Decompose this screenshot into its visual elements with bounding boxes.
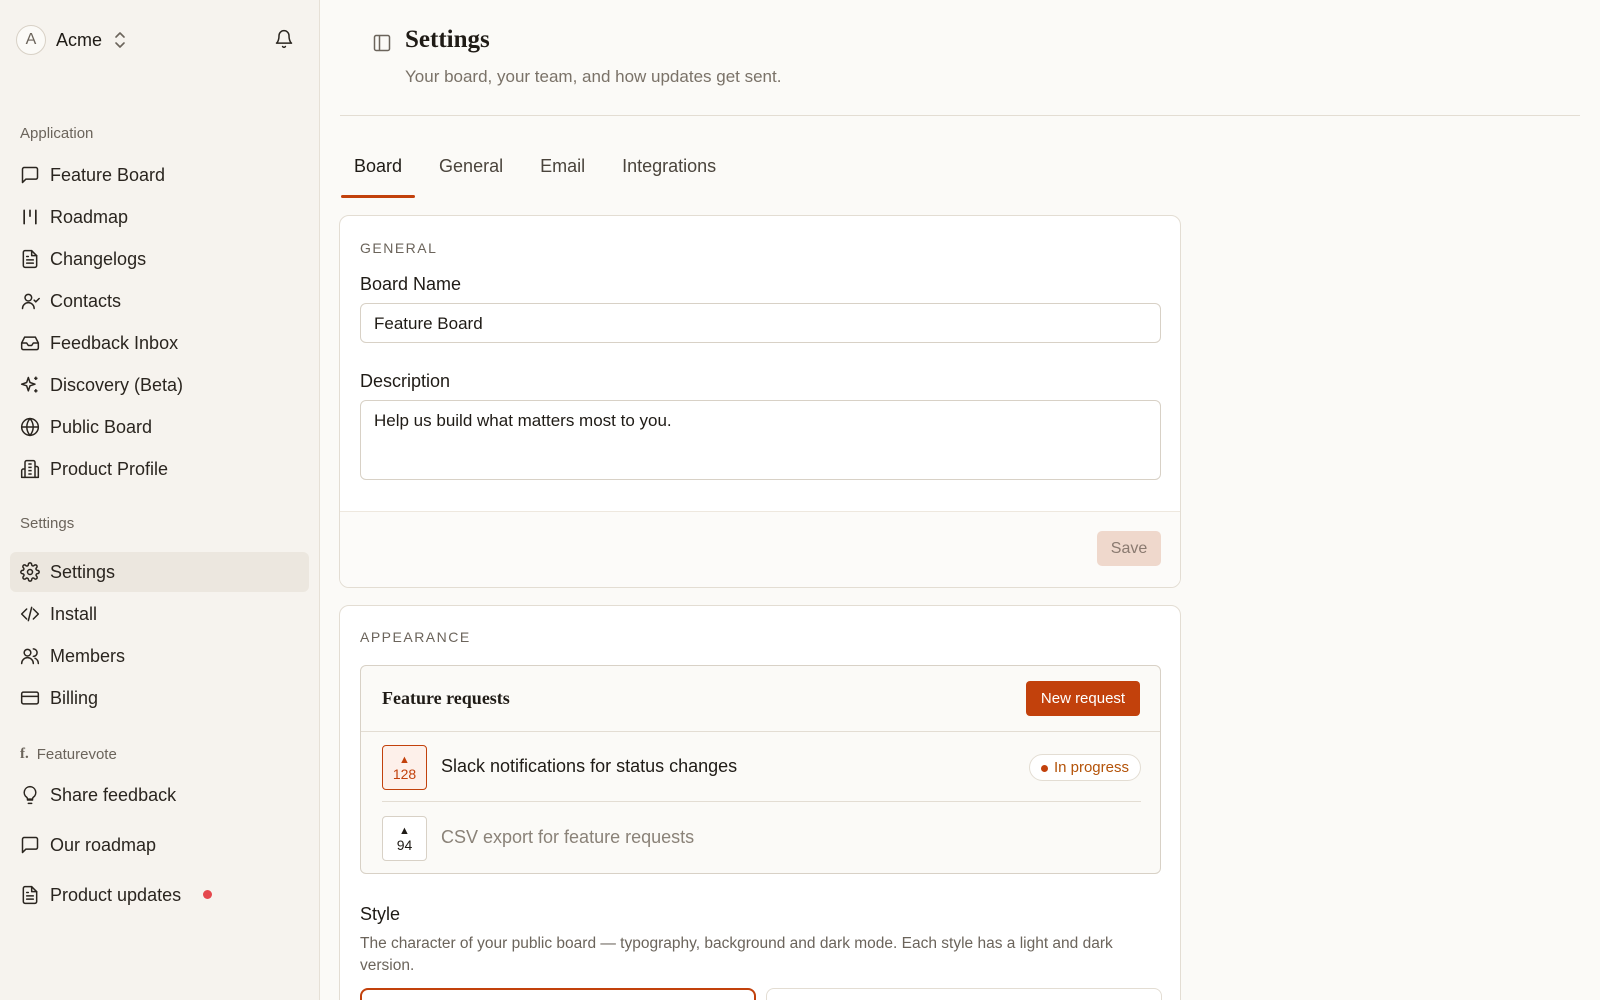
sidebar-item-discovery[interactable] — [10, 365, 309, 405]
message-square-icon — [20, 165, 40, 185]
sidebar-item-our-roadmap[interactable] — [10, 825, 309, 865]
sidebar-item-settings[interactable] — [10, 552, 309, 592]
user-icon — [20, 291, 40, 311]
status-badge: In progress — [1029, 754, 1141, 781]
notification-dot — [203, 890, 212, 899]
workspace-avatar: A — [16, 25, 46, 55]
preview-title: Feature requests — [382, 688, 510, 708]
board-name-input[interactable]: Feature Board — [360, 303, 1161, 343]
board-preview — [360, 665, 1161, 874]
upvote-button[interactable] — [382, 816, 427, 861]
sidebar-item-feedback-inbox[interactable] — [10, 323, 309, 363]
card-footer — [340, 511, 1180, 588]
sidebar-item-product-updates[interactable] — [10, 875, 309, 915]
sidebar-item-label: Public Board — [50, 416, 153, 437]
roadmap-icon — [20, 207, 40, 227]
sidebar-item-contacts[interactable] — [10, 281, 309, 321]
sidebar-item-label: Product Profile — [50, 458, 169, 479]
section-label-general: GENERAL — [360, 240, 438, 256]
sidebar-item-label: Install — [50, 603, 98, 624]
file-text-icon — [20, 249, 40, 269]
file-text-icon — [20, 885, 40, 905]
save-button[interactable]: Save — [1097, 531, 1161, 566]
workspace-switcher[interactable] — [16, 25, 128, 55]
code-icon — [20, 604, 40, 624]
tab-integrations[interactable]: Integrations — [622, 156, 717, 176]
new-request-button[interactable]: New request — [1026, 681, 1140, 716]
users-icon — [20, 646, 40, 666]
message-square-icon — [20, 835, 40, 855]
building-icon — [20, 459, 40, 479]
sidebar-item-label: Discovery (Beta) — [50, 374, 184, 395]
chevron-up-down-icon — [112, 30, 128, 50]
list-item[interactable] — [382, 732, 1141, 802]
section-label-appearance: APPEARANCE — [360, 629, 471, 645]
triangle-up-icon: ▲ — [399, 753, 410, 766]
vote-count: 94 — [396, 836, 413, 853]
sidebar-item-share-feedback[interactable] — [10, 775, 309, 815]
general-card — [339, 215, 1181, 588]
inbox-icon — [20, 333, 40, 353]
page-subtitle: Your board, your team, and how updates get sent. — [405, 67, 782, 86]
sidebar-item-label: Billing — [50, 687, 99, 708]
request-title: CSV export for feature requests — [441, 827, 695, 847]
credit-card-icon — [20, 688, 40, 708]
settings-tabs — [341, 148, 740, 198]
description-textarea[interactable]: Help us build what matters most to you. — [360, 400, 1161, 480]
sidebar-toggle-icon[interactable] — [372, 33, 392, 53]
header-divider — [340, 115, 1580, 116]
sidebar-item-label: Contacts — [50, 290, 122, 311]
preview-header — [361, 666, 1160, 732]
sidebar-item-label: Members — [50, 645, 126, 666]
sidebar-item-label: Feature Board — [50, 164, 166, 185]
tab-board[interactable]: Board — [341, 148, 415, 198]
request-title: Slack notifications for status changes — [441, 756, 738, 776]
sidebar-item-label: Our roadmap — [50, 834, 157, 855]
sidebar-item-roadmap[interactable] — [10, 197, 309, 237]
sidebar-item-label: Changelogs — [50, 248, 147, 269]
bell-icon[interactable] — [274, 28, 294, 50]
section-label-featurevote — [20, 746, 117, 763]
workspace-name: Acme — [56, 29, 103, 50]
vote-count: 128 — [392, 765, 417, 782]
sparkles-icon — [20, 375, 40, 395]
sidebar-item-feature-board[interactable] — [10, 155, 309, 195]
style-option-selected[interactable] — [360, 988, 756, 1000]
sidebar-item-label: Feedback Inbox — [50, 332, 179, 353]
page-title: Settings — [405, 26, 490, 53]
sidebar — [0, 0, 320, 1000]
sidebar-item-product-profile[interactable] — [10, 449, 309, 489]
appearance-card — [339, 605, 1181, 1000]
triangle-up-icon: ▲ — [399, 824, 410, 837]
lightbulb-icon — [20, 785, 40, 805]
sidebar-item-members[interactable] — [10, 636, 309, 676]
tab-general[interactable]: General — [439, 156, 504, 176]
sidebar-item-changelogs[interactable] — [10, 239, 309, 279]
sidebar-item-label: Roadmap — [50, 206, 129, 227]
section-label-settings: Settings — [20, 515, 75, 532]
sidebar-item-label: Share feedback — [50, 784, 177, 805]
style-option[interactable] — [766, 988, 1162, 1000]
style-label: Style — [360, 904, 401, 924]
featurevote-logo-icon: f. — [20, 746, 29, 762]
sidebar-item-billing[interactable] — [10, 678, 309, 718]
upvote-button[interactable] — [382, 745, 427, 790]
sidebar-item-label: Product updates — [50, 884, 182, 905]
description-label: Description — [360, 371, 451, 391]
section-label-application: Application — [20, 125, 94, 142]
featurevote-label-text: Featurevote — [36, 746, 117, 763]
style-description: The character of your public board — typography, background and dark mode. Each style has a light and dark version. — [360, 935, 1113, 974]
sidebar-item-label: Settings — [50, 561, 116, 582]
board-name-label: Board Name — [360, 274, 462, 294]
sidebar-item-public-board[interactable] — [10, 407, 309, 447]
globe-icon — [20, 417, 40, 437]
tab-email[interactable]: Email — [540, 156, 586, 176]
list-item[interactable] — [382, 803, 1141, 873]
gear-icon — [20, 562, 40, 582]
sidebar-item-install[interactable] — [10, 594, 309, 634]
